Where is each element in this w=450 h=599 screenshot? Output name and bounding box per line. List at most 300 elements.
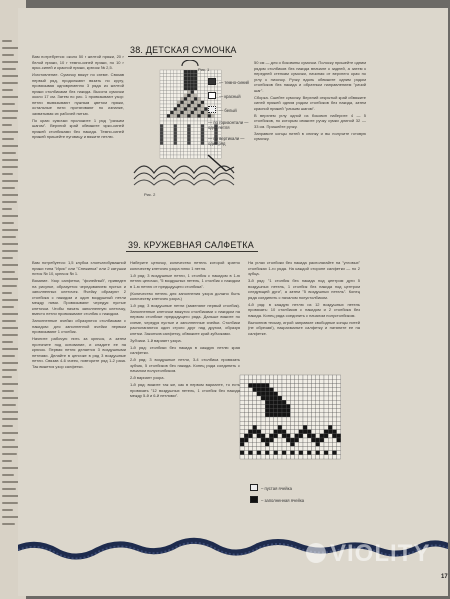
chart-cell [282, 388, 286, 392]
paragraph: Сборка. Сшейте сумочку. Верхний открытый край обвяжите синей пряжей одним рядом столбиков без накида, затем красной пряжей "рачьим шагом". [254, 94, 366, 111]
chart-cell [316, 413, 320, 417]
chart-cell [261, 383, 265, 387]
watermark-text: VIOLITY [330, 540, 431, 567]
chart-cell [316, 421, 320, 425]
chart-cell [253, 451, 257, 455]
chart-cell [261, 409, 265, 413]
chart-cell [187, 148, 190, 151]
chart-cell [311, 434, 315, 438]
chart-cell [244, 383, 248, 387]
chart-cell [170, 145, 173, 148]
chart-cell [337, 438, 341, 442]
chart-cell [295, 430, 299, 434]
chart-cell [307, 383, 311, 387]
chart-cell [240, 451, 244, 455]
chart-cell [211, 87, 214, 90]
chart-cell [290, 421, 294, 425]
chart-cell [191, 73, 194, 76]
chart-cell [257, 438, 261, 442]
chart-cell [265, 455, 269, 459]
chart-cell [290, 379, 294, 383]
chart-cell [324, 446, 328, 450]
chart-cell [184, 124, 187, 127]
chart-cell [269, 455, 273, 459]
chart-cell [282, 425, 286, 429]
chart-cell [320, 421, 324, 425]
chart-cell [253, 383, 257, 387]
chart-cell [311, 400, 315, 404]
chart-cell [324, 438, 328, 442]
chart-cell [160, 128, 163, 131]
chart-cell [311, 446, 315, 450]
chart-cell [290, 388, 294, 392]
chart-cell [269, 451, 273, 455]
chart-cell [282, 434, 286, 438]
chart-cell [337, 404, 341, 408]
chart-cell [265, 404, 269, 408]
chart-cell [257, 400, 261, 404]
paragraph: Вам потребуется: 1,5 клубка хлопчатобумажной пряжи типа "Ирис" или "Снежинка" или 2 катушки ниток № 10, крючок № 1. [32, 260, 126, 276]
adjacent-text-line [2, 54, 14, 56]
chart-cell [269, 421, 273, 425]
chart-cell [282, 392, 286, 396]
chart-cell [303, 392, 307, 396]
chart-cell [261, 438, 265, 442]
chart-cell [257, 430, 261, 434]
adjacent-text-line [2, 369, 17, 371]
chart-cell [180, 111, 183, 114]
chart-cell [187, 104, 190, 107]
chart-cell [328, 375, 332, 379]
chart-cell [295, 400, 299, 404]
chart-cell [187, 101, 190, 104]
adjacent-text-line [2, 460, 12, 462]
chart-cell [320, 379, 324, 383]
chart-cell [187, 94, 190, 97]
chart-cell [303, 383, 307, 387]
chart-cell [201, 87, 204, 90]
chart-cell [261, 392, 265, 396]
chart-cell [337, 417, 341, 421]
chart-cell [265, 379, 269, 383]
chart-cell [265, 451, 269, 455]
chart-cell [265, 421, 269, 425]
chart-cell [253, 442, 257, 446]
chart-cell [191, 118, 194, 121]
chart-cell [187, 87, 190, 90]
section-title-doily: 39. КРУЖЕВНАЯ САЛФЕТКА [128, 240, 254, 250]
chart-cell [244, 421, 248, 425]
chart-cell [324, 404, 328, 408]
chart-cell [214, 73, 217, 76]
chart-cell [180, 124, 183, 127]
chart-cell [170, 70, 173, 73]
chart-cell [244, 413, 248, 417]
paragraph: 4-й ряд: в каждую петлю из 12 воздушных петель провязать: 10 столбиков с накидом и 2 столбика без накида. Конец ряда соединить с началом полустолбиком. [248, 301, 360, 318]
chart-cell [316, 392, 320, 396]
adjacent-text-line [2, 103, 15, 105]
chart-cell [194, 118, 197, 121]
chart-cell [160, 84, 163, 87]
chart-cell [184, 97, 187, 100]
chart-cell [265, 383, 269, 387]
chart-cell [177, 118, 180, 121]
chart-cell [303, 379, 307, 383]
chart-cell [240, 396, 244, 400]
chart-cell [244, 451, 248, 455]
chart-cell [299, 413, 303, 417]
chart-cell [191, 90, 194, 93]
chart-cell [332, 404, 336, 408]
chart-cell [201, 131, 204, 134]
chart-cell [286, 413, 290, 417]
chart-cell [187, 73, 190, 76]
adjacent-text-line [2, 236, 16, 238]
chart-cell [244, 404, 248, 408]
chart-cell [253, 425, 257, 429]
chart-cell [274, 409, 278, 413]
chart-cell [174, 70, 177, 73]
adjacent-text-line [2, 124, 12, 126]
chart-cell [337, 413, 341, 417]
chart-cell [204, 73, 207, 76]
chart-cell [187, 128, 190, 131]
chart-cell [163, 124, 166, 127]
chart-cell [240, 425, 244, 429]
chart-cell [253, 417, 257, 421]
chart-cell [320, 455, 324, 459]
chart-cell [320, 430, 324, 434]
chart-cell [286, 383, 290, 387]
adjacent-text-line [2, 523, 15, 525]
chart-cell [204, 114, 207, 117]
chart-cell [324, 430, 328, 434]
chart-cell [282, 383, 286, 387]
chart-cell [197, 145, 200, 148]
chart-cell [282, 404, 286, 408]
legend-text: – заполненная ячейка [261, 498, 305, 503]
chart-cell [180, 87, 183, 90]
chart-cell [218, 131, 221, 134]
chart-cell [160, 80, 163, 83]
chart-cell [194, 104, 197, 107]
chart-cell [180, 84, 183, 87]
chart-cell [286, 442, 290, 446]
chart-cell [316, 430, 320, 434]
chart-cell [265, 409, 269, 413]
chart-cell [191, 121, 194, 124]
chart-cell [328, 425, 332, 429]
adjacent-text-line [2, 418, 18, 420]
chart-cell [286, 425, 290, 429]
chart-cell [191, 101, 194, 104]
chart-cell [187, 114, 190, 117]
chart-cell [240, 434, 244, 438]
chart-cell [307, 430, 311, 434]
chart-cell [170, 97, 173, 100]
chart-cell [332, 421, 336, 425]
chart-cell [337, 430, 341, 434]
chart-cell [187, 80, 190, 83]
chart-cell [180, 128, 183, 131]
adjacent-text-line [2, 222, 14, 224]
chart-cell [194, 111, 197, 114]
chart-cell [180, 90, 183, 93]
doily-instructions-col2 [130, 260, 240, 400]
chart-cell [299, 430, 303, 434]
chart-cell [324, 434, 328, 438]
chart-cell [303, 409, 307, 413]
chart-cell [201, 97, 204, 100]
chart-cell [201, 90, 204, 93]
chart-cell [194, 128, 197, 131]
chart-cell [218, 73, 221, 76]
chart-cell [244, 375, 248, 379]
chart-cell [174, 138, 177, 141]
chart-cell [174, 124, 177, 127]
chart-cell [274, 396, 278, 400]
chart-cell [299, 434, 303, 438]
chart-cell [295, 425, 299, 429]
chart-cell [307, 417, 311, 421]
chart-cell [269, 392, 273, 396]
paragraph: 1-й ряд: вяжите так же, как в первом варианте, то есть провязать "12 воздушных петель, 1 столбик без накида между 5-й и 6-й петлями". [130, 382, 240, 398]
chart-cell [311, 451, 315, 455]
chart-cell [286, 417, 290, 421]
paragraph: Наберите цепочку, количество петель которой кратно количеству клеточек узора плюс 1 петля. [130, 260, 240, 271]
chart-cell [282, 442, 286, 446]
chart-cell [278, 409, 282, 413]
chart-cell [269, 379, 273, 383]
chart-cell [274, 425, 278, 429]
chart-cell [303, 430, 307, 434]
chart-cell [174, 111, 177, 114]
chart-cell [278, 392, 282, 396]
chart-cell [197, 135, 200, 138]
legend-text: – пустая ячейка [261, 486, 292, 491]
chart-cell [282, 413, 286, 417]
chart-cell [286, 438, 290, 442]
chart-cell [170, 121, 173, 124]
chart-cell [167, 124, 170, 127]
adjacent-text-line [2, 474, 14, 476]
chart-cell [163, 77, 166, 80]
chart-cell [240, 383, 244, 387]
chart-cell [204, 131, 207, 134]
chart-cell [274, 388, 278, 392]
chart-cell [240, 417, 244, 421]
chart-cell [244, 434, 248, 438]
chart-cell [311, 455, 315, 459]
chart-cell [204, 101, 207, 104]
chart-cell [307, 413, 311, 417]
chart-cell [197, 118, 200, 121]
adjacent-text-line [2, 341, 13, 343]
chart-cell [282, 375, 286, 379]
chart-cell [269, 409, 273, 413]
chart-cell [248, 425, 252, 429]
chart-cell [307, 434, 311, 438]
adjacent-text-line [2, 257, 13, 259]
chart-cell [167, 104, 170, 107]
paragraph: В верхнем углу одной из боковин наберите 4 — 5 столбиков, по которым свяжите ручку сумки длиной 32 — 33 см. Пришейте ручку. [254, 112, 366, 129]
title-underline [126, 251, 258, 252]
chart-cell [265, 425, 269, 429]
chart-cell [307, 392, 311, 396]
chart-cell [332, 409, 336, 413]
chart-cell [269, 375, 273, 379]
chart-cell [290, 383, 294, 387]
chart-cell [307, 375, 311, 379]
chart-cell [160, 145, 163, 148]
chart-cell [316, 438, 320, 442]
adjacent-text-line [2, 502, 18, 504]
chart-cell [177, 138, 180, 141]
chart-cell [299, 375, 303, 379]
chart-cell [194, 135, 197, 138]
chart-cell [163, 145, 166, 148]
chart-cell [316, 379, 320, 383]
chart-cell [191, 148, 194, 151]
adjacent-text-line [2, 439, 15, 441]
chart-cell [295, 392, 299, 396]
chart-cell [269, 404, 273, 408]
chart-cell [282, 430, 286, 434]
doily-instructions-col1 [32, 260, 126, 371]
chart-cell [295, 388, 299, 392]
chart-cell [332, 455, 336, 459]
chart-cell [177, 73, 180, 76]
chart-cell [265, 417, 269, 421]
chart-cell [187, 90, 190, 93]
chart-cell [337, 425, 341, 429]
chart-cell [337, 455, 341, 459]
chart-cell [197, 148, 200, 151]
chart-cell [324, 455, 328, 459]
chart-cell [269, 438, 273, 442]
chart-cell [197, 101, 200, 104]
chart-cell [197, 104, 200, 107]
bag-instructions-right [254, 60, 366, 143]
adjacent-text-line [2, 187, 15, 189]
chart-cell [191, 77, 194, 80]
chart-cell [278, 430, 282, 434]
chart-cell [328, 388, 332, 392]
chart-cell [174, 77, 177, 80]
chart-cell [191, 80, 194, 83]
chart-cell [286, 379, 290, 383]
chart-cell [286, 404, 290, 408]
chart-cell [170, 148, 173, 151]
chart-cell [253, 434, 257, 438]
chart-cell [170, 128, 173, 131]
chart-cell [311, 430, 315, 434]
chart-cell [184, 87, 187, 90]
chart-cell [257, 455, 261, 459]
chart-cell [307, 379, 311, 383]
chart-cell [299, 421, 303, 425]
chart-cell [261, 417, 265, 421]
page-number: 17 [441, 574, 448, 580]
chart-cell [240, 392, 244, 396]
chart-cell [290, 446, 294, 450]
chart-cell [208, 73, 211, 76]
chart-cell [261, 446, 265, 450]
chart-cell [299, 388, 303, 392]
chart-cell [201, 121, 204, 124]
adjacent-text-line [2, 425, 13, 427]
chart-cell [194, 131, 197, 134]
chart-cell [187, 77, 190, 80]
chart-cell [174, 114, 177, 117]
chart-cell [269, 425, 273, 429]
chart-cell [307, 421, 311, 425]
chart-cell [160, 121, 163, 124]
chart-cell [187, 138, 190, 141]
chart-cell [163, 138, 166, 141]
chart-cell [177, 121, 180, 124]
adjacent-text-line [2, 285, 17, 287]
bag-instructions-left [32, 54, 124, 141]
chart-cell [316, 434, 320, 438]
chart-cell [248, 404, 252, 408]
chart-cell [311, 388, 315, 392]
chart-cell [177, 141, 180, 144]
chart-cell [187, 107, 190, 110]
chart-cell [290, 451, 294, 455]
adjacent-text-line [2, 215, 19, 217]
watermark [306, 540, 430, 568]
chart-cell [184, 101, 187, 104]
chart-cell [170, 84, 173, 87]
chart-cell [299, 417, 303, 421]
adjacent-text-line [2, 376, 12, 378]
chart-cell [218, 87, 221, 90]
chart-cell [311, 421, 315, 425]
chart-cell [307, 455, 311, 459]
chart-cell [170, 94, 173, 97]
chart-cell [299, 400, 303, 404]
chart-cell [187, 84, 190, 87]
chart-cell [191, 114, 194, 117]
chart-cell [194, 87, 197, 90]
chart-cell [320, 451, 324, 455]
chart-cell [174, 128, 177, 131]
chart-cell [265, 446, 269, 450]
chart-cell [324, 383, 328, 387]
chart-cell [167, 135, 170, 138]
legend-text: — по вертикали — один ряд [208, 136, 245, 146]
chart-cell [170, 73, 173, 76]
chart-cell [197, 84, 200, 87]
chart-cell [191, 84, 194, 87]
chart-cell [174, 148, 177, 151]
chart-cell [303, 388, 307, 392]
chart-cell [240, 404, 244, 408]
chart-cell [163, 70, 166, 73]
paragraph: Начните рабочую нить за крючок, а затем протяните под основание, и кладите ее на крючок. Первая петля делается 3 воздушными петлями. Делайте в цепочке в ряд 3 воздушные петли. Связав 4-6 ячеек, повторите ряд 1-2 раза. Так вяжется узор салфетки. [32, 336, 126, 369]
chart-cell [177, 77, 180, 80]
chart-cell [257, 388, 261, 392]
chart-cell [311, 392, 315, 396]
chart-cell [265, 434, 269, 438]
chart-cell [204, 148, 207, 151]
chart-cell [184, 90, 187, 93]
chart-cell [211, 70, 214, 73]
chart-cell [184, 148, 187, 151]
chart-cell [257, 442, 261, 446]
chart-cell [278, 434, 282, 438]
